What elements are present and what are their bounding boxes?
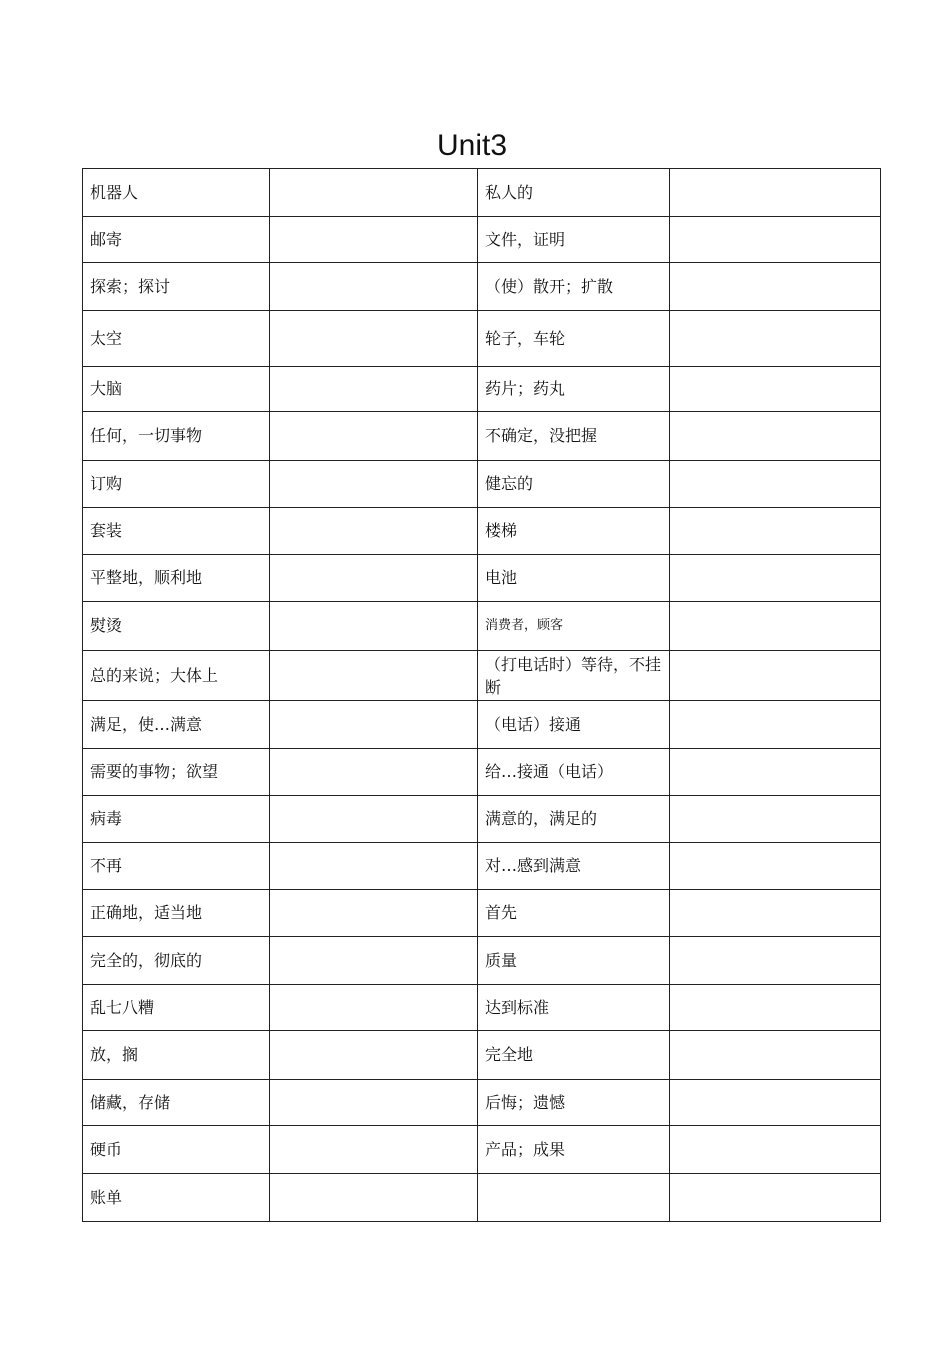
term-cell: 不再: [83, 843, 270, 890]
term-cell: 邮寄: [83, 217, 270, 263]
term-cell: 乱七八糟: [83, 985, 270, 1031]
answer-cell[interactable]: [270, 602, 478, 651]
answer-cell[interactable]: [670, 937, 881, 985]
table-row: [83, 555, 881, 602]
term-cell: 楼梯: [478, 508, 670, 555]
table-row: [83, 508, 881, 555]
answer-cell[interactable]: [670, 508, 881, 555]
term-cell: [478, 1174, 670, 1222]
term-cell: 消费者，顾客: [478, 602, 670, 651]
term-cell: 满足，使…满意: [83, 701, 270, 749]
term-cell: 电池: [478, 555, 670, 602]
answer-cell[interactable]: [270, 367, 478, 412]
table-row: [83, 1174, 881, 1222]
answer-cell[interactable]: [670, 555, 881, 602]
table-row: [83, 985, 881, 1031]
answer-cell[interactable]: [670, 749, 881, 796]
answer-cell[interactable]: [270, 985, 478, 1031]
term-cell: 满意的，满足的: [478, 796, 670, 843]
term-cell: 不确定，没把握: [478, 412, 670, 461]
term-cell: 大脑: [83, 367, 270, 412]
answer-cell[interactable]: [670, 796, 881, 843]
answer-cell[interactable]: [270, 1080, 478, 1126]
vocabulary-table: [82, 168, 881, 1222]
term-cell: 质量: [478, 937, 670, 985]
table-row: [83, 217, 881, 263]
table-row: [83, 367, 881, 412]
answer-cell[interactable]: [270, 1031, 478, 1080]
term-cell: 病毒: [83, 796, 270, 843]
term-cell: 后悔；遗憾: [478, 1080, 670, 1126]
answer-cell[interactable]: [270, 796, 478, 843]
term-cell: 放，搁: [83, 1031, 270, 1080]
term-cell: （使）散开；扩散: [478, 263, 670, 311]
answer-cell[interactable]: [270, 937, 478, 985]
answer-cell[interactable]: [670, 412, 881, 461]
table-row: [83, 1126, 881, 1174]
term-cell: 总的来说；大体上: [83, 651, 270, 701]
table-row: [83, 890, 881, 937]
table-row: [83, 602, 881, 651]
answer-cell[interactable]: [670, 169, 881, 217]
answer-cell[interactable]: [270, 651, 478, 701]
table-row: [83, 796, 881, 843]
answer-cell[interactable]: [270, 890, 478, 937]
term-cell: 对…感到满意: [478, 843, 670, 890]
answer-cell[interactable]: [270, 701, 478, 749]
answer-cell[interactable]: [670, 217, 881, 263]
answer-cell[interactable]: [270, 217, 478, 263]
table-row: [83, 263, 881, 311]
term-cell: 平整地，顺利地: [83, 555, 270, 602]
term-cell: 正确地，适当地: [83, 890, 270, 937]
answer-cell[interactable]: [670, 311, 881, 367]
answer-cell[interactable]: [270, 749, 478, 796]
term-cell: 储藏，存储: [83, 1080, 270, 1126]
table-row: [83, 311, 881, 367]
term-cell: 药片；药丸: [478, 367, 670, 412]
table-row: [83, 937, 881, 985]
answer-cell[interactable]: [670, 367, 881, 412]
answer-cell[interactable]: [670, 651, 881, 701]
term-cell: 文件，证明: [478, 217, 670, 263]
term-cell: 探索；探讨: [83, 263, 270, 311]
table-row: [83, 169, 881, 217]
term-cell: 订购: [83, 461, 270, 508]
term-cell: 熨烫: [83, 602, 270, 651]
answer-cell[interactable]: [270, 461, 478, 508]
answer-cell[interactable]: [270, 1174, 478, 1222]
answer-cell[interactable]: [270, 843, 478, 890]
term-cell: 完全地: [478, 1031, 670, 1080]
page-title: Unit3: [436, 129, 508, 162]
term-cell: 需要的事物；欲望: [83, 749, 270, 796]
answer-cell[interactable]: [670, 890, 881, 937]
term-cell: 给…接通（电话）: [478, 749, 670, 796]
term-cell: 健忘的: [478, 461, 670, 508]
answer-cell[interactable]: [670, 843, 881, 890]
table-row: [83, 1031, 881, 1080]
answer-cell[interactable]: [270, 508, 478, 555]
answer-cell[interactable]: [670, 1126, 881, 1174]
table-row: [83, 1080, 881, 1126]
term-cell: 完全的，彻底的: [83, 937, 270, 985]
term-cell: 首先: [478, 890, 670, 937]
answer-cell[interactable]: [270, 1126, 478, 1174]
table-row: [83, 701, 881, 749]
term-cell: 达到标准: [478, 985, 670, 1031]
term-cell: 产品；成果: [478, 1126, 670, 1174]
table-row: [83, 651, 881, 701]
term-cell: 任何，一切事物: [83, 412, 270, 461]
term-cell: 硬币: [83, 1126, 270, 1174]
term-cell: 太空: [83, 311, 270, 367]
answer-cell[interactable]: [670, 1031, 881, 1080]
term-cell: （电话）接通: [478, 701, 670, 749]
answer-cell[interactable]: [270, 412, 478, 461]
answer-cell[interactable]: [270, 555, 478, 602]
term-cell: 套装: [83, 508, 270, 555]
table-row: [83, 412, 881, 461]
answer-cell[interactable]: [670, 1080, 881, 1126]
term-cell: 轮子，车轮: [478, 311, 670, 367]
answer-cell[interactable]: [670, 1174, 881, 1222]
table-row: [83, 749, 881, 796]
answer-cell[interactable]: [270, 263, 478, 311]
term-cell: 账单: [83, 1174, 270, 1222]
table-row: [83, 461, 881, 508]
answer-cell[interactable]: [670, 263, 881, 311]
answer-cell[interactable]: [670, 701, 881, 749]
answer-cell[interactable]: [670, 461, 881, 508]
term-cell: 机器人: [83, 169, 270, 217]
answer-cell[interactable]: [670, 602, 881, 651]
answer-cell[interactable]: [270, 311, 478, 367]
table-row: [83, 843, 881, 890]
term-cell: （打电话时）等待，不挂断: [478, 651, 670, 701]
answer-cell[interactable]: [270, 169, 478, 217]
answer-cell[interactable]: [670, 985, 881, 1031]
term-cell: 私人的: [478, 169, 670, 217]
